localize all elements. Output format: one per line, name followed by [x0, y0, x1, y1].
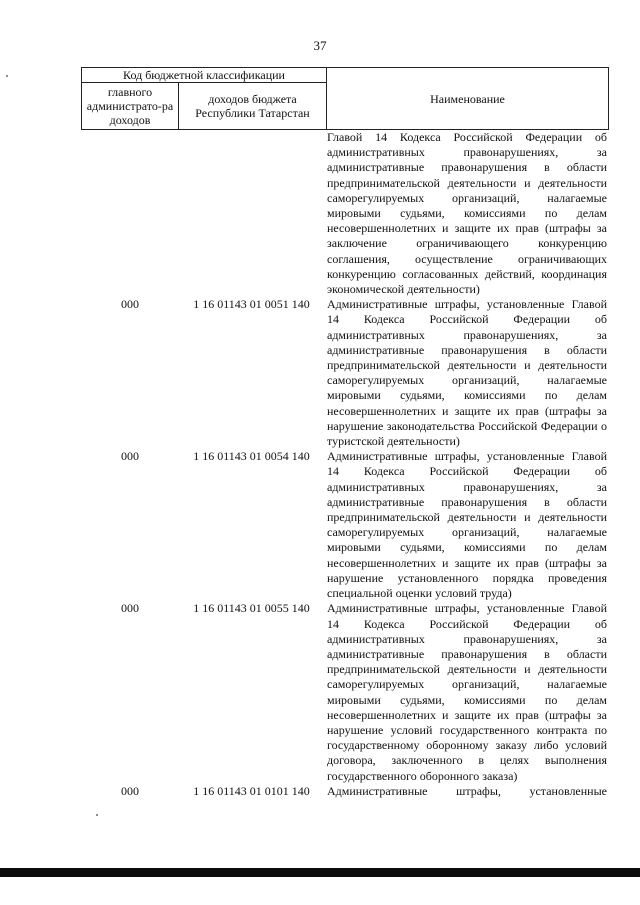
- revenue-code-cell: 1 16 01143 01 0054 140: [193, 449, 310, 464]
- revenue-code-cell: [179, 130, 324, 297]
- admin-code-cell: 000: [121, 449, 139, 464]
- scan-speck: [96, 814, 98, 816]
- chief-administrator-column-header: главного администрато-ра доходов: [82, 83, 179, 130]
- budget-classification-code-header: Код бюджетной классификации: [82, 68, 327, 83]
- name-cell: Административные штрафы, установленные Главой 14 Кодекса Российской Федерации об административных правонарушениях, за административные правонарушения в области предпринимательской деятельности и деятельности саморегулируемых организаций, налагаемые мировыми судьями, комиссиями по делам несовершеннолетних и защите их прав (штрафы за нарушение законодательства Российской Федерации о туристской деятельности): [327, 297, 607, 449]
- name-cell: Административные штрафы, установленные: [327, 783, 607, 798]
- admin-code-cell: 000: [121, 783, 139, 798]
- scan-bottom-edge: [0, 868, 640, 877]
- table-row: [81, 130, 608, 297]
- revenue-code-cell: 1 16 01143 01 0051 140: [193, 297, 310, 312]
- table-row: [81, 449, 608, 601]
- revenue-code-cell: 1 16 01143 01 0055 140: [193, 601, 310, 616]
- table-row: [81, 784, 608, 799]
- revenue-code-cell: 1 16 01143 01 0101 140: [193, 783, 310, 798]
- name-cell: Административные штрафы, установленные Главой 14 Кодекса Российской Федерации об административных правонарушениях, за административные правонарушения в области предпринимательской деятельности и деятельности саморегулируемых организаций, налагаемые мировыми судьями, комиссиями по делам несовершеннолетних и защите их прав (штрафы за нарушение условий государственного контракта по государственному оборонному заказу либо условий договора, заключенного в целях выполнения государственного оборонного заказа): [327, 601, 607, 783]
- admin-code-cell: 000: [121, 297, 139, 312]
- page-number: 37: [313, 38, 327, 53]
- admin-code-cell: [81, 130, 179, 297]
- name-cell: Административные штрафы, установленные Главой 14 Кодекса Российской Федерации об административных правонарушениях, за административные правонарушения в области предпринимательской деятельности и деятельности саморегулируемых организаций, налагаемые мировыми судьями, комиссиями по делам несовершеннолетних и защите их прав (штрафы за нарушение установленного порядка проведения специальной оценки условий труда): [327, 449, 607, 601]
- table-row: [81, 601, 608, 783]
- budget-revenue-column-header: доходов бюджета Республики Татарстан: [179, 83, 327, 130]
- name-cell: Главой 14 Кодекса Российской Федерации об административных правонарушениях, за административные правонарушения в области предпринимательской деятельности и деятельности саморегулируемых организаций, налагаемые мировыми судьями, комиссиями по делам несовершеннолетних и защите их прав (штрафы за заключение ограничивающего конкуренцию соглашения, осуществление ограничивающих конкуренцию согласованных действий, координация экономической деятельности): [327, 130, 607, 297]
- scan-speck: [6, 75, 8, 77]
- admin-code-cell: 000: [121, 601, 139, 616]
- table-body: [81, 130, 608, 799]
- name-column-header: Наименование: [327, 68, 609, 130]
- table-row: [81, 297, 608, 449]
- classification-table-header: [81, 67, 609, 130]
